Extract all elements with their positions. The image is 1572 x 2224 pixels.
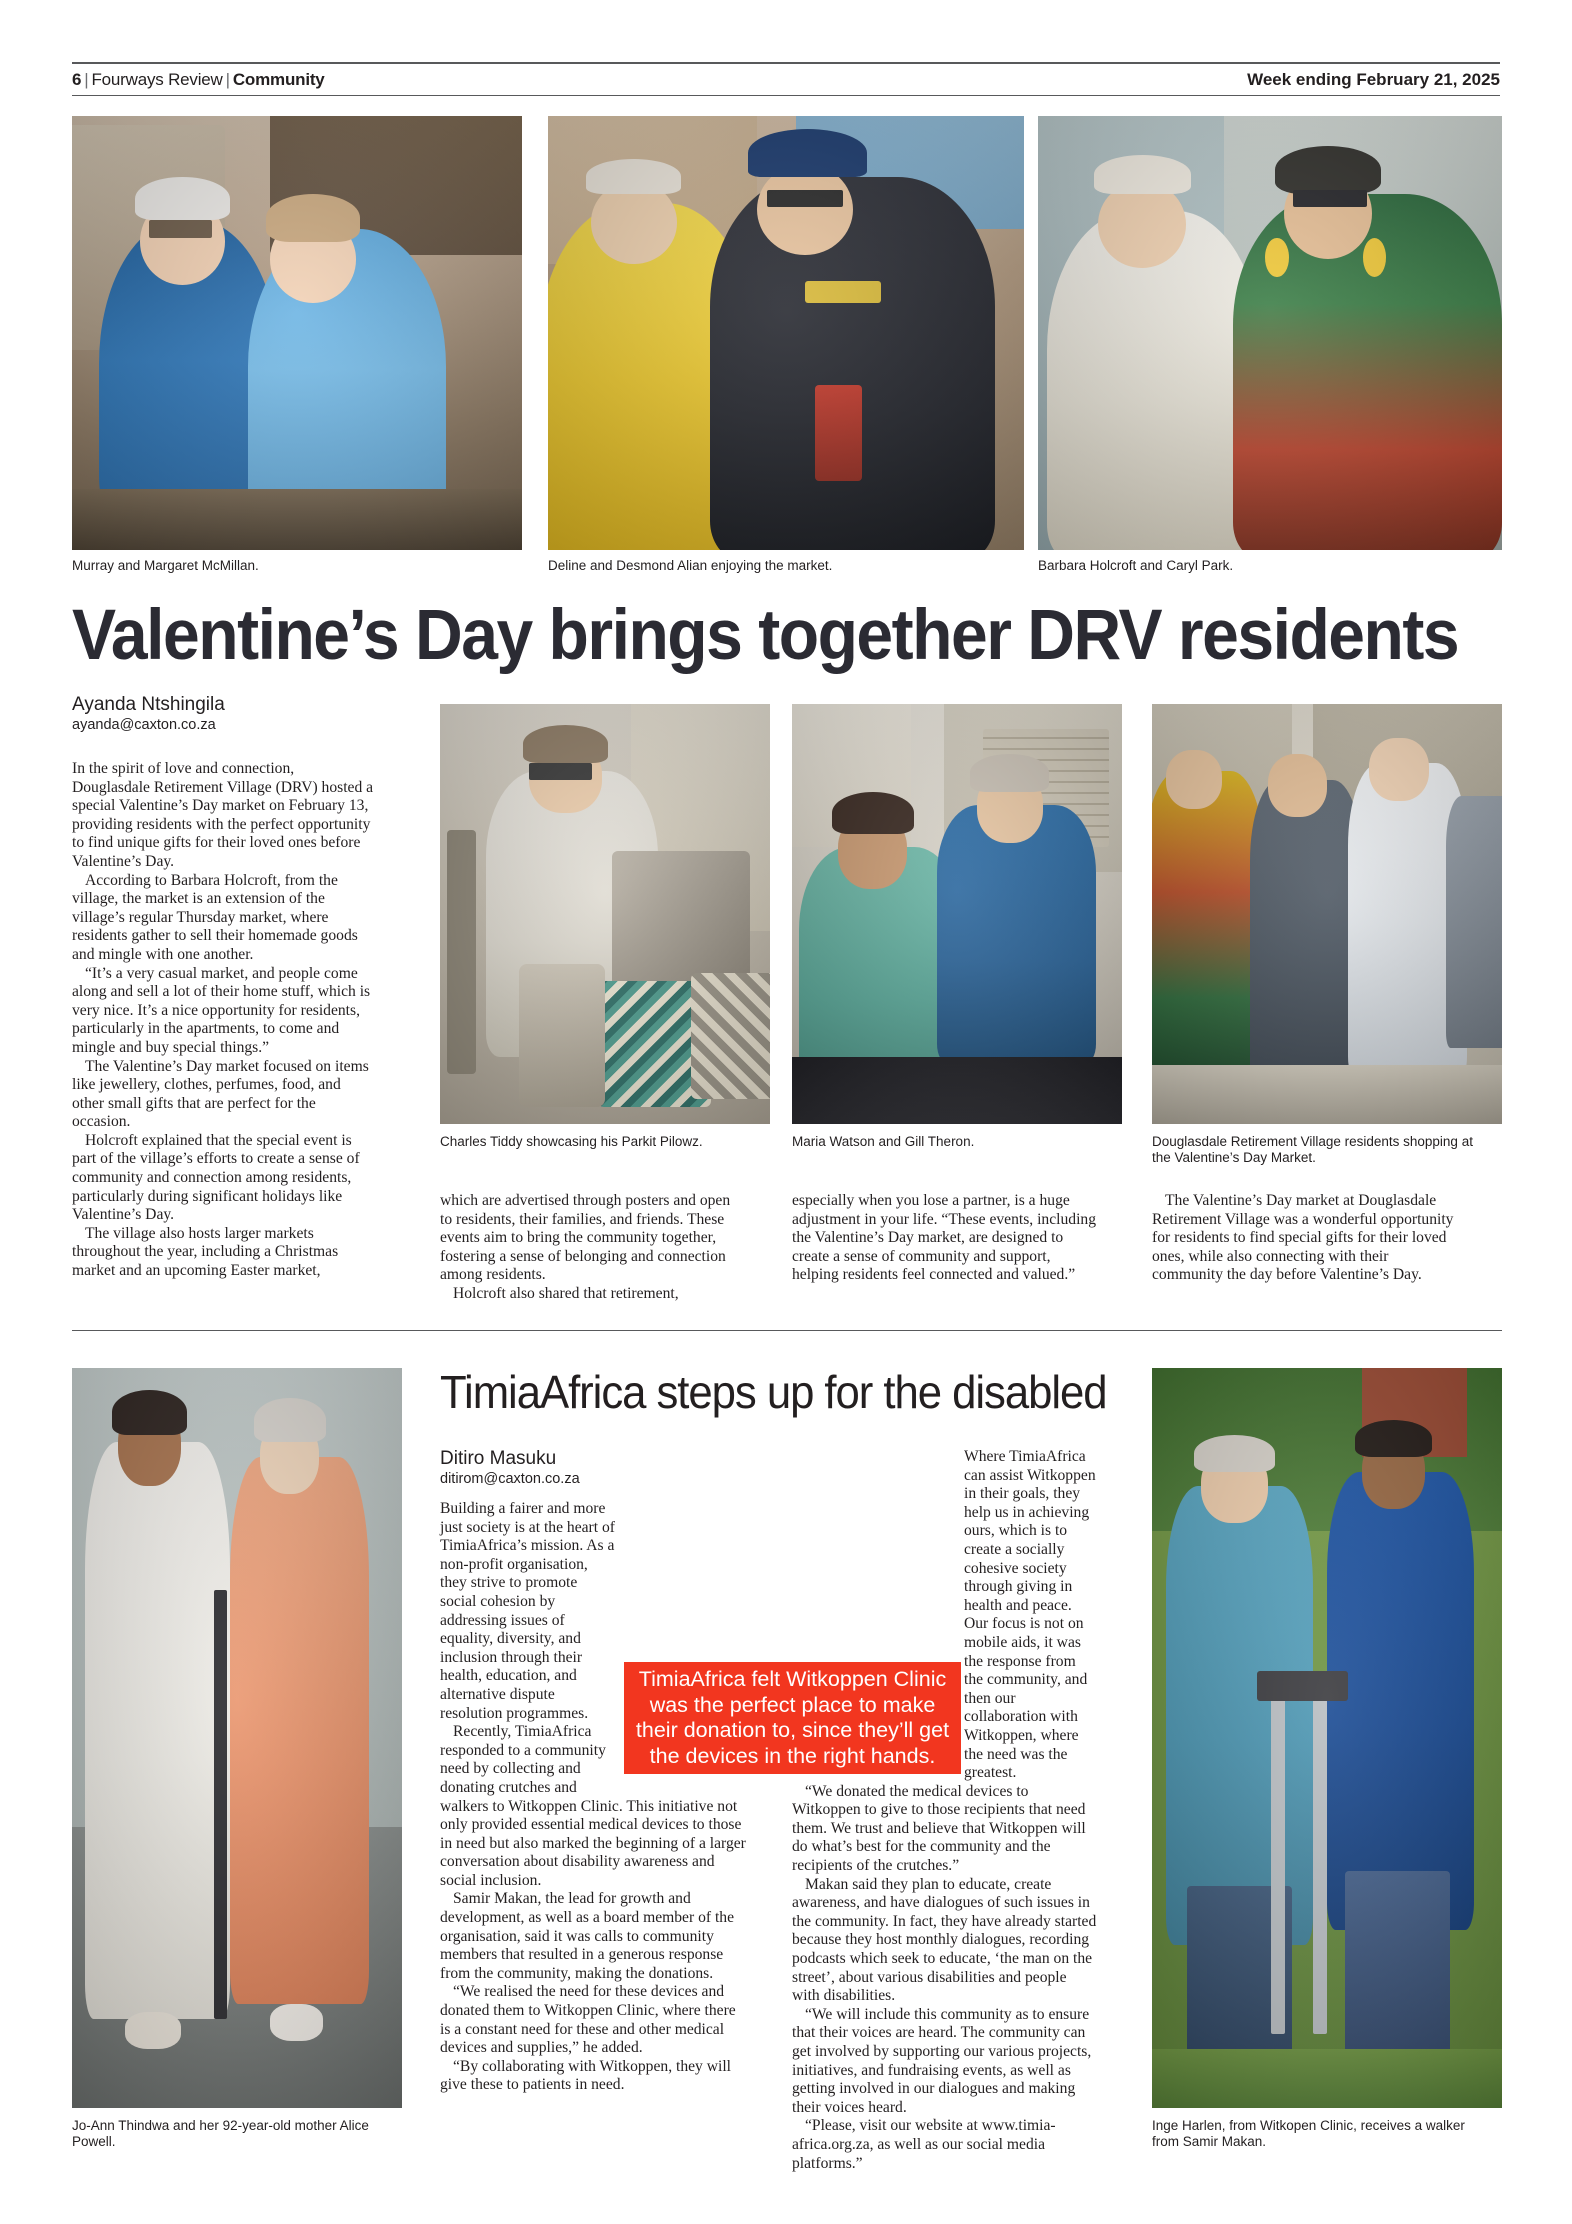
masthead-separator-2: | bbox=[225, 69, 230, 89]
caption-photo-4: Charles Tiddy showcasing his Parkit Pilowz. bbox=[440, 1134, 703, 1149]
photo-barbara-caryl bbox=[1038, 116, 1502, 550]
article1-headline: Valentine’s Day brings together DRV residents bbox=[72, 596, 1459, 675]
article1-byline bbox=[72, 694, 392, 734]
paragraph: Recently, TimiaAfrica responded to a community need by collecting and donating crutches and walkers to Witkoppen Clinic. This initiative not only provided essential medical devices to those in need but also marked the beginning of a larger conversation about disability awareness and social inclusion. bbox=[440, 1723, 746, 1889]
paragraph: especially when you lose a partner, is a huge adjustment in your life. “These events, including the Valentine’s Day market, are designed to create a sense of community and support, helping residents feel connected and valued.” bbox=[792, 1192, 1097, 1284]
paragraph: The village also hosts larger markets throughout the year, including a Christmas market and an upcoming Easter market, bbox=[72, 1224, 339, 1280]
article1-byline-email: ayanda@caxton.co.za bbox=[72, 717, 216, 733]
masthead-separator-1: | bbox=[84, 69, 89, 89]
paragraph: Samir Makan, the lead for growth and development, as well as a board member of the organisation, said it was calls to community members that resulted in a generous response from the community, making the donations. bbox=[440, 1890, 735, 1982]
article2-byline-email: ditirom@caxton.co.za bbox=[440, 1471, 580, 1487]
paragraph: Holcroft also shared that retirement, bbox=[453, 1284, 679, 1302]
photo-drv-shoppers bbox=[1152, 704, 1502, 1124]
article2-byline-name: Ditiro Masuku bbox=[440, 1448, 557, 1469]
photo-inge-samir bbox=[1152, 1368, 1502, 2108]
article1-column-2 bbox=[440, 1192, 745, 1304]
article1-column-3 bbox=[792, 1192, 1097, 1285]
paragraph: “By collaborating with Witkoppen, they will give these to patients in need. bbox=[440, 2057, 731, 2094]
article2-headline: TimiaAfrica steps up for the disabled bbox=[440, 1366, 1107, 1418]
paragraph: “We will include this community as to ensure that their voices are heard. The community can get involved by supporting our various projects, initiatives, and fundraising events, as well as getting involved in our dialogues and making their voices heard. bbox=[792, 2005, 1092, 2116]
caption-photo-5: Maria Watson and Gill Theron. bbox=[792, 1134, 975, 1149]
caption-photo-8: Inge Harlen, from Witkopen Clinic, receives a walker from Samir Makan. bbox=[1152, 2118, 1465, 2149]
photo-murray-margaret bbox=[72, 116, 522, 550]
paragraph: Makan said they plan to educate, create awareness, and have dialogues of such issues in the community. In fact, they have already started because they host monthly dialogues, recording podcasts which seek to educate, ‘the man on the street’, about various disabilities and people with disabilities. bbox=[792, 1875, 1097, 2005]
paragraph: The Valentine’s Day market at Douglasdale Retirement Village was a wonderful opportunity for residents to find special gifts for their loved ones, while also connecting with their community the day before Valentine’s Day. bbox=[1152, 1192, 1454, 1284]
paragraph: Holcroft explained that the special event is part of the village’s efforts to create a sense of community and connection among residents, particularly during significant holidays like Valentine’s Day. bbox=[72, 1131, 360, 1224]
paragraph: The Valentine’s Day market focused on items like jewellery, clothes, perfumes, food, and other small gifts that are perfect for the occasion. bbox=[72, 1057, 369, 1131]
paragraph: “We donated the medical devices to Witkoppen to give to those recipients that need them. We trust and believe that Witkoppen will do what’s best for the community and the recipients of the crutches.” bbox=[792, 1782, 1086, 1875]
section-divider bbox=[72, 1330, 1502, 1331]
photo-charles-tiddy bbox=[440, 704, 770, 1124]
issue-date: Week ending February 21, 2025 bbox=[1247, 69, 1500, 89]
paragraph: Building a fairer and more just society is at the heart of TimiaAfrica’s mission. As a non-profit organisation, they strive to promote social cohesion by addressing issues of equality, diversity, and inclusion through their health, education, and alternative dispute resolution programmes. bbox=[440, 1500, 615, 1722]
masthead bbox=[72, 62, 1500, 96]
paragraph: which are advertised through posters and open to residents, their families, and friends. These events aim to bring the community together, fostering a sense of belonging and connection among residents. bbox=[440, 1192, 731, 1284]
section-name: Community bbox=[232, 69, 325, 89]
caption-photo-2: Deline and Desmond Alian enjoying the market. bbox=[548, 558, 833, 573]
caption-photo-7: Jo-Ann Thindwa and her 92-year-old mother Alice Powell. bbox=[72, 2118, 369, 2149]
article1-column-1 bbox=[72, 760, 375, 1281]
article1-byline-name: Ayanda Ntshingila bbox=[72, 694, 225, 715]
paragraph: “We realised the need for these devices and donated them to Witkoppen Clinic, where there is a constant need for these and other medical devices and supplies,” he added. bbox=[440, 1983, 736, 2057]
photo-joann-alice bbox=[72, 1368, 402, 2108]
article2-column-2 bbox=[792, 1448, 1098, 2173]
caption-photo-3: Barbara Holcroft and Caryl Park. bbox=[1038, 558, 1234, 573]
caption-photo-1: Murray and Margaret McMillan. bbox=[72, 558, 259, 573]
paragraph: “It’s a very casual market, and people come along and sell a lot of their home stuff, which is very nice. It’s a nice opportunity for residents, particularly in the apartments, to come and mingle and buy special things.” bbox=[72, 964, 371, 1056]
caption-photo-6: Douglasdale Retirement Village residents shopping at the Valentine’s Day Market. bbox=[1152, 1134, 1473, 1165]
article1-column-4 bbox=[1152, 1192, 1462, 1285]
masthead-left bbox=[72, 70, 325, 90]
article2-byline bbox=[440, 1448, 740, 1488]
photo-deline-desmond bbox=[548, 116, 1024, 550]
article2-column-1 bbox=[440, 1500, 746, 2095]
paragraph: “Please, visit our website at www.timia-africa.org.za, as well as our social media platforms.” bbox=[792, 2117, 1056, 2172]
publication-name: Fourways Review bbox=[91, 69, 223, 89]
paragraph: According to Barbara Holcroft, from the village, the market is an extension of the village’s regular Thursday market, where residents gather to sell their homemade goods and mingle with one another. bbox=[72, 871, 358, 963]
photo-maria-gill bbox=[792, 704, 1122, 1124]
page-number: 6 bbox=[72, 69, 82, 89]
paragraph: Where TimiaAfrica can assist Witkoppen in their goals, they help us in achieving ours, which is to create a socially cohesive society through giving in health and peace. Our focus is not on mobile aids, it was the response from the community, and then our collaboration with Witkoppen, where the need was the greatest. bbox=[964, 1448, 1096, 1782]
paragraph: In the spirit of love and connection, Douglasdale Retirement Village (DRV) hosted a special Valentine’s Day market on February 13, providing residents with the perfect opportunity to find unique gifts for their loved ones before Valentine’s Day. bbox=[72, 760, 374, 870]
article2-pullquote: TimiaAfrica felt Witkoppen Clinic was the perfect place to make their donation to, since they’ll get the devices in the right hands. bbox=[624, 1662, 961, 1774]
